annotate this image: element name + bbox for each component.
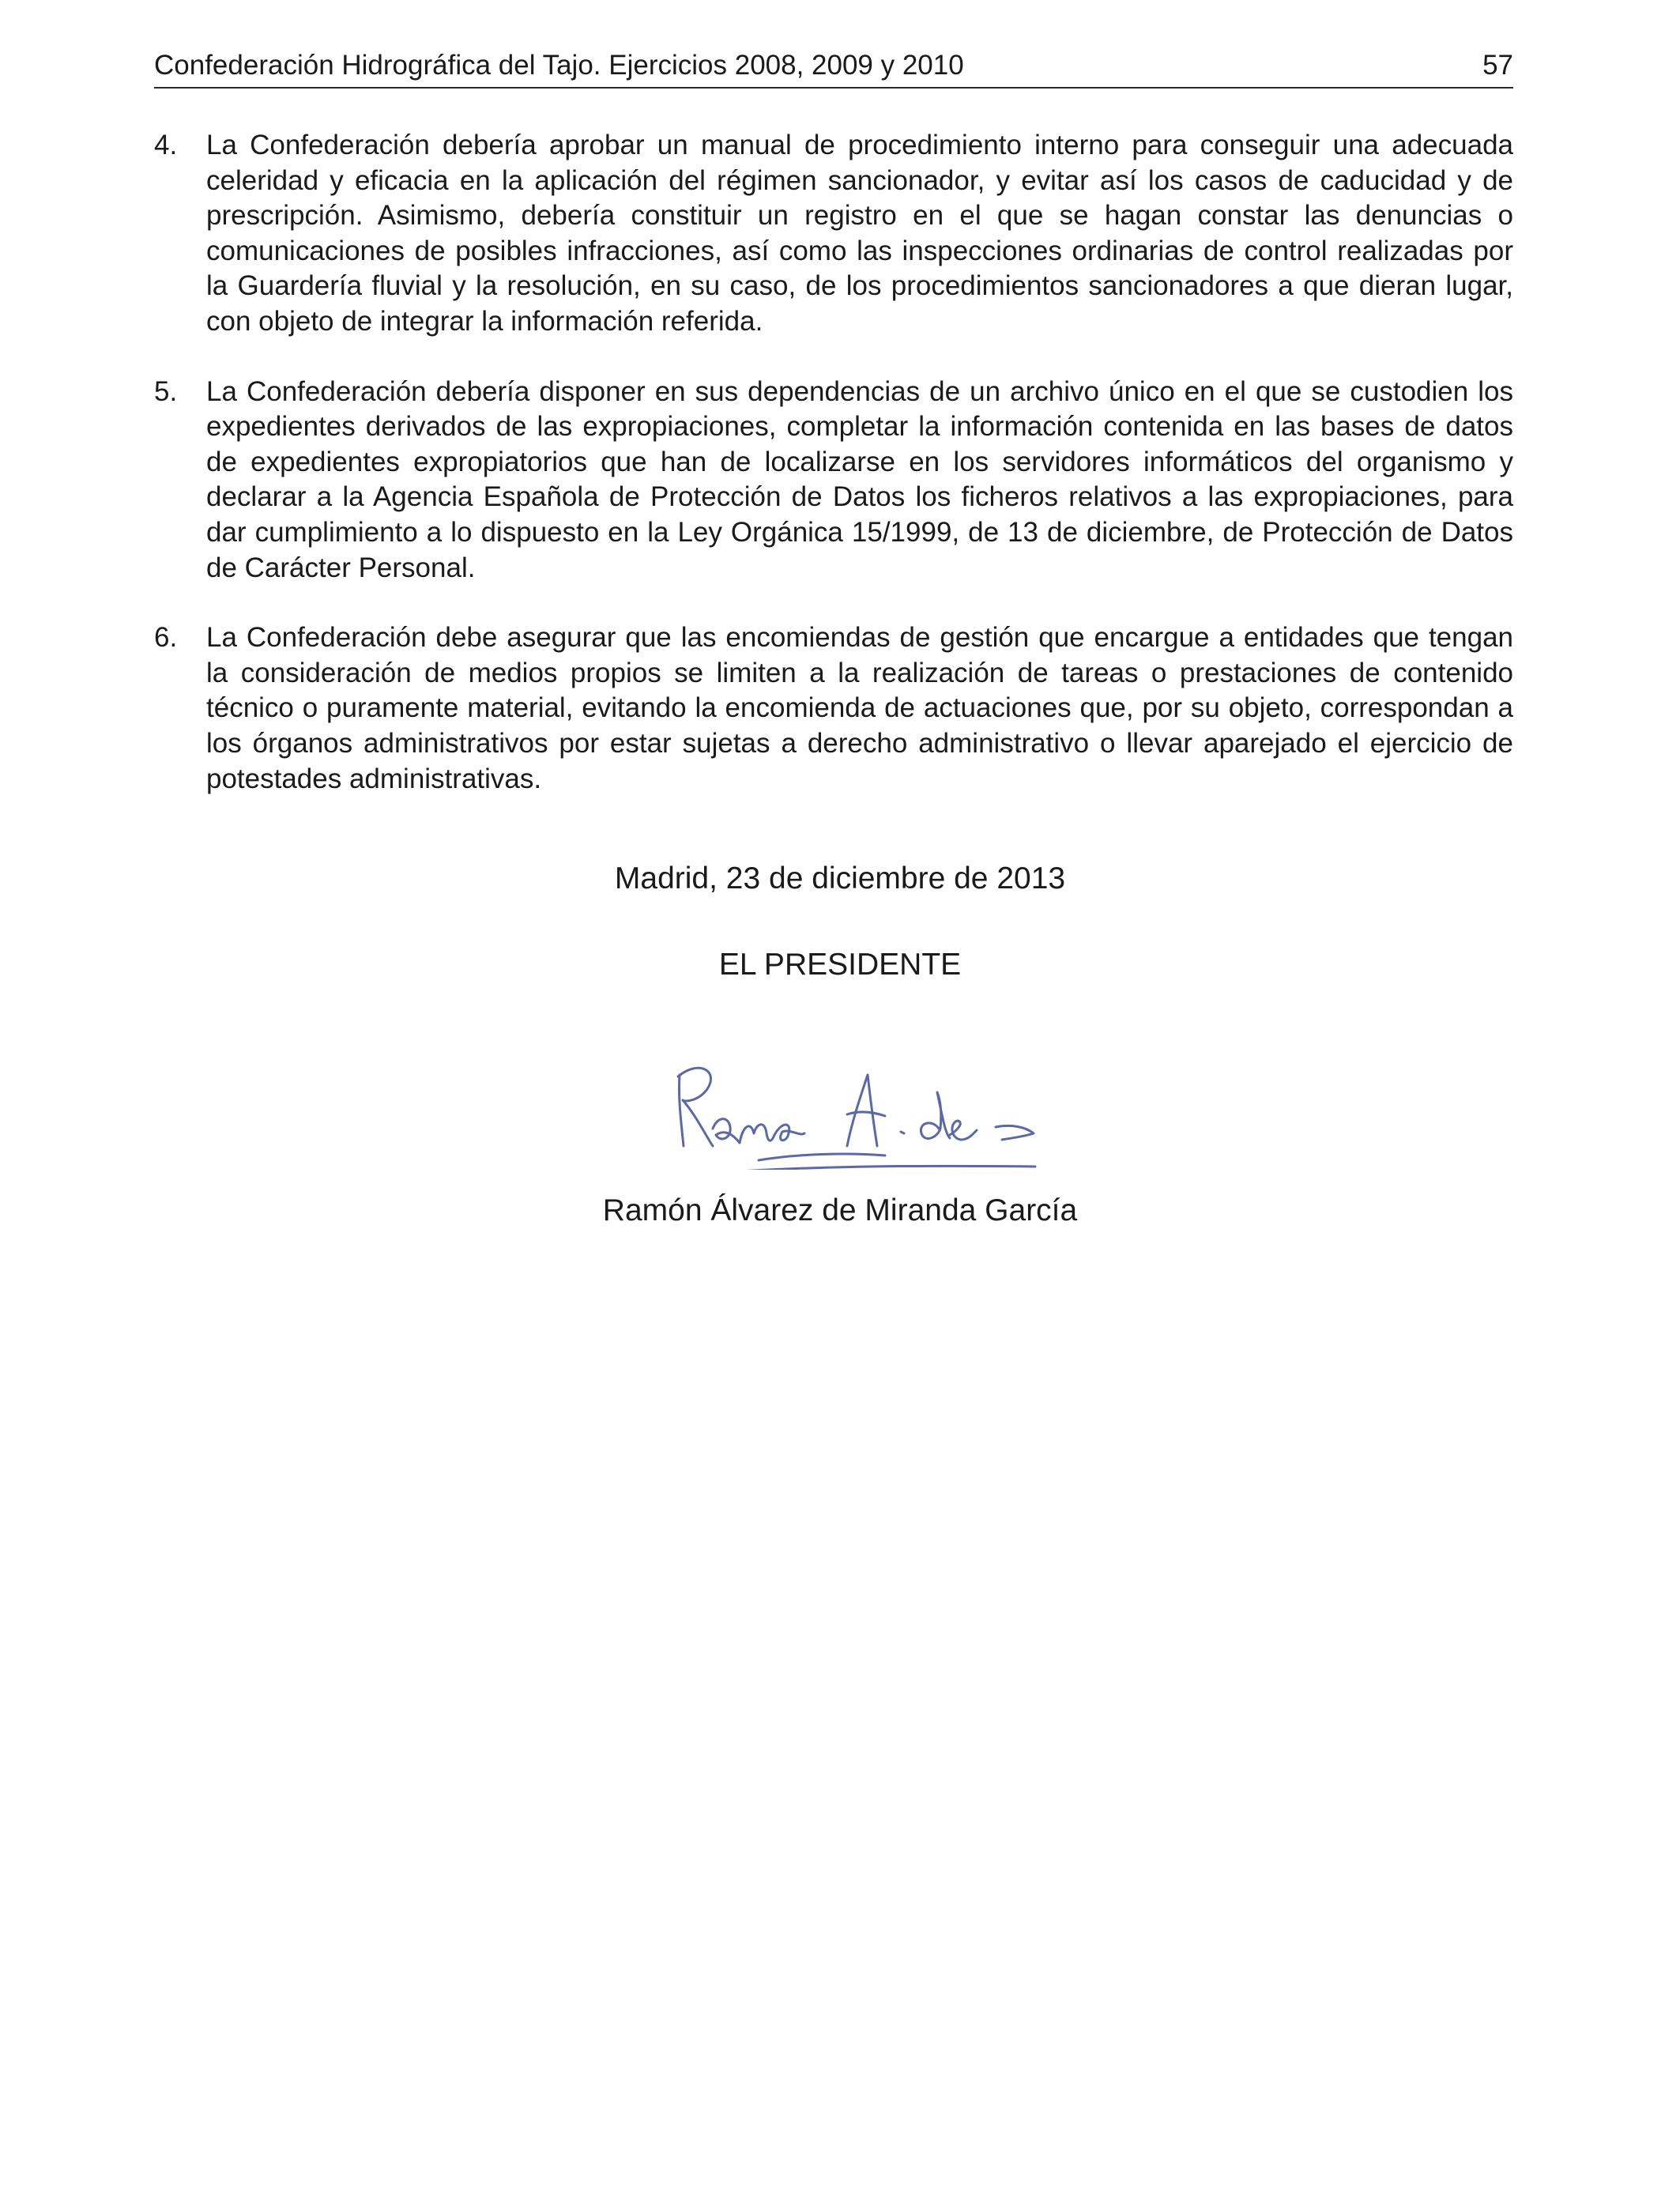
signer-name: Ramón Álvarez de Miranda García <box>602 1193 1078 1227</box>
list-item <box>154 375 1513 586</box>
list-item-text: La Confederación debería aprobar un manual de procedimiento interno para conseguir una adecuada celeridad y eficacia en la aplicación del régimen sancionador, y evitar así los casos de caducidad y de prescripción. Asimismo, debería constituir un registro en el que se hagan constar las denuncias o comunicaciones de posibles infracciones, así como las inspecciones ordinarias de control realizadas por la Guardería fluvial y la resolución, en su caso, de los procedimientos sancionadores a que dieran lugar, con objeto de integrar la información referida. <box>206 130 1513 337</box>
recommendations-list <box>154 128 1513 831</box>
list-item-text: La Confederación debería disponer en sus dependencias de un archivo único en el que se custodien los expedientes derivados de las expropiaciones, completar la información contenida en las bases de datos de expedientes expropiatorios que han de localizarse en los servidores informáticos del organismo y declarar a la Agencia Española de Protección de Datos los ficheros relativos a las expropiaciones, para dar cumplimiento a lo dispuesto en la Ley Orgánica 15/1999, de 13 de diciembre, de Protección de Datos de Carácter Personal. <box>206 375 1513 583</box>
list-item-number: 6. <box>154 622 178 654</box>
signer-role: EL PRESIDENTE <box>718 948 962 982</box>
list-item-text: La Confederación debe asegurar que las encomiendas de gestión que encargue a entidades que tengan la consideración de medios propios se limiten a la realización de tareas o prestaciones de contenido técnico o puramente material, evitando la encomienda de actuaciones que, por su objeto, correspondan a los órganos administrativos por estar sujetas a derecho administrativo o llevar aparejado el ejercicio de potestades administrativas. <box>206 622 1513 794</box>
page-header <box>154 47 1513 89</box>
header-title: Confederación Hidrográfica del Tajo. Ejercicios 2008, 2009 y 2010 <box>154 50 964 81</box>
list-item-number: 4. <box>154 130 178 160</box>
handwritten-signature <box>664 1027 1043 1170</box>
page-number: 57 <box>1482 50 1513 81</box>
list-item-number: 5. <box>154 375 178 407</box>
list-item <box>154 620 1513 797</box>
list-item <box>154 128 1513 340</box>
place-date: Madrid, 23 de diciembre de 2013 <box>614 861 1066 895</box>
